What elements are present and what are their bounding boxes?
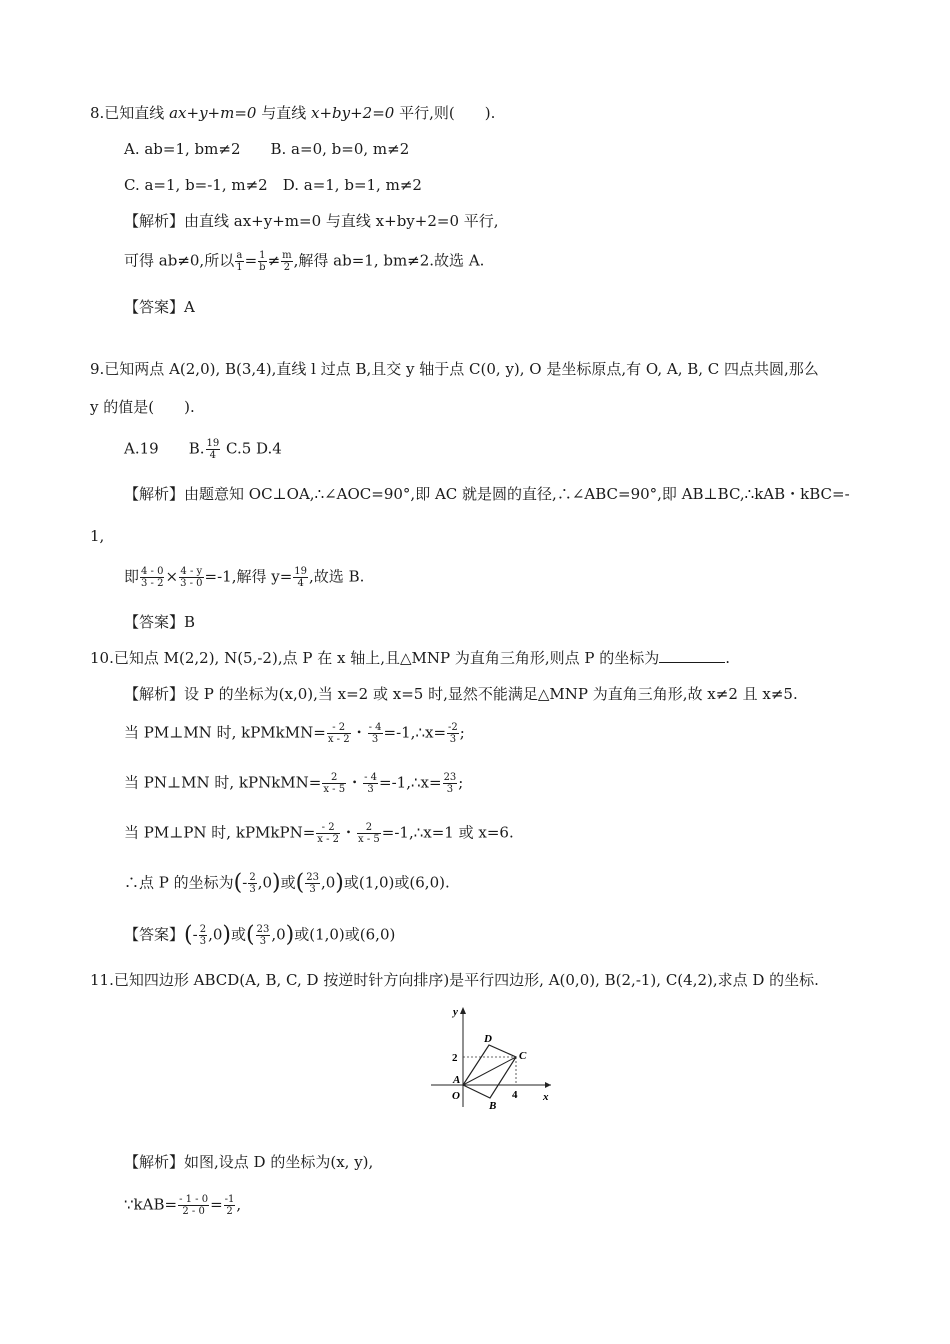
point-y: ,0	[271, 925, 286, 944]
paren-open: (	[233, 870, 243, 896]
q8-analysis-line-1	[124, 211, 499, 231]
fraction-k-pm	[327, 722, 351, 745]
q9-options	[124, 438, 282, 461]
q10-case-2-text-3: ;	[458, 773, 464, 792]
frac-den: x - 2	[317, 834, 340, 845]
frac-den: 4	[209, 450, 217, 461]
fraction-m-over-2	[281, 250, 292, 273]
q8-analysis-text-3: ,解得 ab=1, bm≠2.故选 A.	[293, 251, 485, 270]
parallelogram-figure	[425, 1003, 555, 1109]
equals-sign: =	[244, 251, 258, 270]
q10-case-1-text-2: =-1,∴x=	[383, 723, 447, 742]
q11-analysis-text-2: ∵kAB=	[124, 1195, 178, 1214]
q10-stem	[90, 648, 730, 668]
q8-stem-text-2: 与直线	[256, 104, 311, 122]
q10-conclusion	[124, 872, 450, 895]
frac-den: 2 - 0	[182, 1206, 205, 1217]
answer-tag: 【答案】	[124, 298, 185, 316]
q10-case-1-text-1: 当 PM⊥MN 时, kPMkMN=	[124, 723, 326, 742]
point-y: ,0	[320, 873, 336, 892]
fraction-23-over-3	[443, 772, 458, 795]
frac-den: 1	[236, 262, 243, 273]
q9-analysis-text-1: 由题意知 OC⊥OA,∴∠AOC=90°,即 AC 就是圆的直径,∴∠ABC=90°,即 AB⊥BC,∴kAB・kBC=-	[184, 485, 850, 503]
q10-case-2-text-2: =-1,∴x=	[379, 773, 442, 792]
label-point-c: C	[519, 1050, 527, 1062]
fraction-k-mn	[368, 722, 383, 745]
comma: ,	[236, 1195, 242, 1214]
frac-num: - 2	[327, 722, 351, 734]
q9-options-cd: C.5 D.4	[221, 439, 282, 458]
paren-close: )	[285, 922, 295, 948]
dot-sign: ・	[347, 773, 363, 792]
q8-equation-1: ax+y+m=0	[169, 104, 257, 122]
minus-sign: -	[242, 873, 248, 892]
q8-options-ab: A. ab=1, bm≠2 B. a=0, b=0, m≠2	[124, 140, 410, 158]
q10-case-1-text-3: ;	[459, 723, 465, 742]
q8-answer-value: A	[184, 298, 195, 316]
q11-stem: 11.已知四边形 ABCD(A, B, C, D 按逆时针方向排序)是平行四边形, A(0,0), B(2,-1), C(4,2),求点 D 的坐标.	[90, 971, 819, 989]
fraction-neg-2-over-3	[447, 722, 459, 745]
frac-den: 3	[449, 734, 457, 745]
paren-open: (	[245, 922, 255, 948]
fraction-slope-bc	[179, 566, 203, 589]
frac-den: x - 2	[327, 734, 350, 745]
answer-tag: 【答案】	[124, 613, 185, 631]
q10-case-3-text-1: 当 PM⊥PN 时, kPMkPN=	[124, 823, 316, 842]
label-origin: O	[452, 1090, 460, 1102]
paren-close: )	[222, 922, 231, 948]
answer-tag: 【答案】	[124, 925, 185, 944]
tick-label-4: 4	[512, 1089, 518, 1101]
q9-option-a: A.19	[124, 439, 159, 458]
frac-den: 3	[309, 884, 316, 895]
fraction-1-over-b	[258, 250, 266, 273]
q9-stem-line-1: 9.已知两点 A(2,0), B(3,4),直线 l 过点 B,且交 y 轴于点 C(0, y), O 是坐标原点,有 O, A, B, C 四点共圆,那么	[90, 360, 819, 378]
frac-num: - 4	[364, 772, 378, 783]
analysis-tag: 【解析】	[124, 685, 185, 703]
fraction-2-over-3	[248, 872, 256, 895]
q10-conclusion-text-1: ∴点 P 的坐标为	[124, 873, 234, 892]
analysis-tag: 【解析】	[124, 212, 185, 230]
frac-num: 4 - y	[180, 566, 203, 577]
q10-answer-text: 或(1,0)或(6,0)	[294, 925, 396, 944]
q10-answer	[124, 924, 395, 947]
q9-stem-line-2: y 的值是( ).	[90, 398, 195, 416]
q8-stem-text-3: 平行,则( ).	[394, 104, 496, 122]
frac-den: 3	[199, 936, 207, 947]
fraction-a-over-1	[235, 250, 243, 273]
label-point-d: D	[484, 1033, 492, 1045]
label-point-a: A	[453, 1074, 461, 1086]
fraction-neg-1-over-2	[224, 1194, 236, 1217]
point-y: ,0	[208, 925, 223, 944]
frac-den: 2	[283, 262, 291, 273]
fraction-k-pn	[322, 772, 346, 795]
fraction-slope-ab	[140, 566, 164, 589]
dot-sign: ・	[351, 723, 367, 742]
frac-den: 3	[259, 936, 267, 947]
q8-analysis-line-2	[124, 250, 484, 273]
frac-den: 3 - 0	[180, 578, 203, 589]
frac-num: - 4	[368, 722, 382, 733]
frac-den: 3	[371, 734, 379, 745]
paren-close: )	[272, 870, 281, 896]
frac-num: m	[282, 250, 292, 261]
q10-analysis-text-1: 设 P 的坐标为(x,0),当 x=2 或 x=5 时,显然不能满足△MNP 为直角三角形,故 x≠2 且 x≠5.	[184, 685, 798, 703]
q9-analysis-line-1	[124, 484, 850, 504]
q10-conclusion-or: 或	[280, 873, 296, 892]
frac-den: 3 - 2	[141, 578, 164, 589]
q10-case-1	[124, 722, 465, 745]
frac-num: - 2	[316, 822, 340, 834]
tick-label-2: 2	[452, 1052, 458, 1064]
q8-equation-2: x+by+2=0	[311, 104, 395, 122]
frac-num: 4 - 0	[141, 566, 164, 577]
analysis-tag: 【解析】	[124, 485, 185, 503]
frac-num: 2	[322, 772, 346, 784]
q11-analysis-text-1: 如图,设点 D 的坐标为(x, y),	[184, 1153, 374, 1171]
label-y: y	[453, 1006, 458, 1018]
frac-den: x - 5	[358, 834, 380, 845]
frac-num: a	[236, 250, 243, 261]
times-sign: ×	[165, 567, 179, 586]
frac-den: 4	[297, 578, 304, 589]
q10-case-2	[124, 772, 463, 795]
q9-analysis-text-4: ,故选 B.	[309, 567, 365, 586]
q9-analysis-text-3: =-1,解得 y=	[204, 567, 293, 586]
paren-open: (	[184, 922, 193, 948]
label-x: x	[543, 1091, 549, 1103]
q8-options-cd: C. a=1, b=-1, m≠2 D. a=1, b=1, m≠2	[124, 176, 422, 194]
q8-analysis-text-1: 由直线 ax+y+m=0 与直线 x+by+2=0 平行,	[184, 212, 499, 230]
fraction-2-over-3	[199, 924, 207, 947]
q10-stem-text: 10.已知点 M(2,2), N(5,-2),点 P 在 x 轴上,且△MNP 为直角三角形,则点 P 的坐标为	[90, 649, 660, 667]
frac-num: 19	[294, 566, 308, 577]
frac-den: 3	[367, 784, 374, 795]
frac-num: - 1 - 0	[179, 1194, 209, 1205]
fraction-k-pn	[357, 822, 381, 845]
q10-case-2-text-1: 当 PN⊥MN 时, kPNkMN=	[124, 773, 322, 792]
q9-analysis-line-2	[124, 566, 364, 589]
frac-num: -1	[224, 1194, 235, 1205]
frac-num: -2	[448, 722, 458, 733]
q8-answer	[124, 297, 195, 317]
not-equal-sign: ≠	[267, 251, 281, 270]
fraction-19-over-4-result	[293, 566, 308, 589]
q8-stem-text-1: 8.已知直线	[90, 104, 170, 122]
fraction-23-over-3	[256, 924, 271, 947]
y-axis-arrow	[460, 1007, 466, 1014]
q9-option-b: B.	[188, 439, 205, 458]
frac-den: 3	[249, 884, 256, 895]
frac-den: 2	[226, 1206, 233, 1217]
fraction-k-ab	[178, 1194, 209, 1217]
q8-stem	[90, 103, 495, 123]
q10-conclusion-text-2: 或(1,0)或(6,0).	[343, 873, 450, 892]
q9-answer-value: B	[184, 613, 196, 631]
q10-answer-or: 或	[230, 925, 246, 944]
analysis-tag: 【解析】	[124, 1153, 185, 1171]
q10-stem-period: .	[725, 649, 731, 667]
frac-num: 2	[249, 872, 256, 883]
label-point-b: B	[489, 1100, 497, 1109]
point-y: ,0	[257, 873, 272, 892]
q11-analysis-line-1	[124, 1152, 373, 1172]
frac-num: 1	[259, 250, 266, 261]
frac-num: 2	[199, 924, 207, 935]
fraction-k-pm	[316, 822, 340, 845]
q9-analysis-line-1-cont: 1,	[90, 527, 105, 545]
answer-blank	[659, 648, 725, 663]
fraction-23-over-3	[305, 872, 320, 895]
dot-sign: ・	[341, 823, 357, 842]
frac-num: 23	[256, 924, 270, 935]
frac-num: 19	[206, 438, 220, 449]
paren-close: )	[335, 870, 344, 896]
frac-num: 23	[306, 872, 319, 883]
q8-analysis-text-2: 可得 ab≠0,所以	[124, 251, 235, 270]
equals-sign: =	[210, 1195, 223, 1214]
q11-analysis-line-2	[124, 1194, 241, 1217]
minus-sign: -	[192, 925, 198, 944]
paren-open: (	[295, 870, 305, 896]
frac-den: 3	[446, 784, 454, 795]
fraction-k-mn	[363, 772, 378, 795]
diagonal-ac	[463, 1057, 516, 1085]
fraction-19-over-4	[206, 438, 221, 461]
q9-answer	[124, 612, 195, 632]
x-axis-arrow	[545, 1082, 551, 1088]
q10-case-3-text-2: =-1,∴x=1 或 x=6.	[381, 823, 514, 842]
q10-analysis-line-1	[124, 684, 798, 704]
frac-den: b	[259, 262, 266, 273]
q9-analysis-text-2: 即	[124, 567, 140, 586]
frac-num: 23	[443, 772, 457, 783]
frac-num: 2	[357, 822, 381, 834]
frac-den: x - 5	[323, 784, 346, 795]
q10-case-3	[124, 822, 514, 845]
